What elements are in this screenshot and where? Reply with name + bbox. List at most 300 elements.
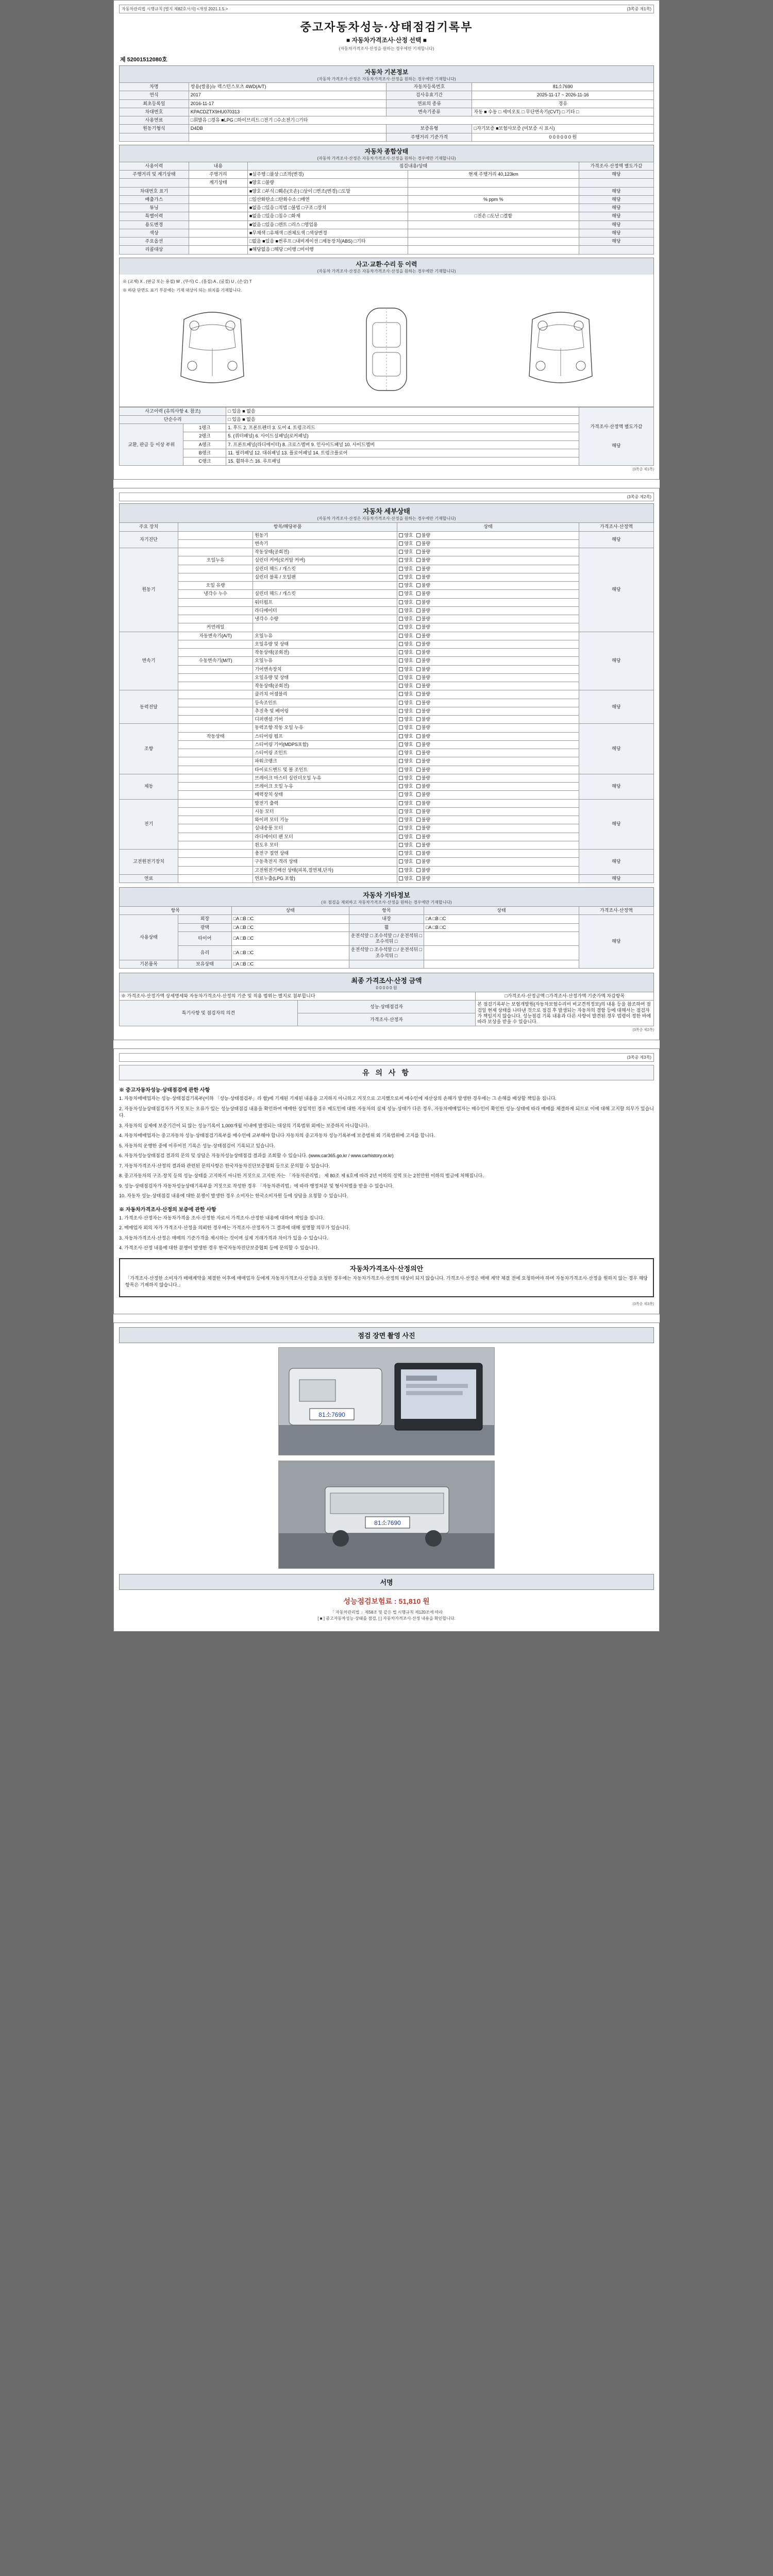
detail-item-label: 동력조향 작동 오일 누유 <box>253 724 397 732</box>
detail-status-cell[interactable]: 양호 불량 <box>397 649 579 657</box>
table-row <box>120 649 654 657</box>
photo-2-graphic <box>279 1461 495 1569</box>
detail-status-cell[interactable]: 양호 불량 <box>397 724 579 732</box>
other-state2[interactable] <box>424 960 579 968</box>
car-side-left-icon <box>174 299 251 399</box>
detail-item-label: 작동상태(공회전) <box>253 649 397 657</box>
table-row <box>120 858 654 866</box>
exchange-label: 교환, 판금 등 이상 부위 <box>120 424 183 466</box>
overall-state[interactable]: ■없음 □있음 □적법 □불법 □구조 □장치 <box>247 204 408 212</box>
other-item: 광택 <box>178 923 232 931</box>
detail-sub-label <box>178 707 253 715</box>
detail-group-price: 해당 <box>579 850 653 875</box>
rank-items-1: 5. (쿼터패널) 6. 사이드실패널(로커패널) <box>226 432 579 440</box>
detail-item-label: 오일누유 <box>253 632 397 640</box>
table-row <box>120 632 654 640</box>
table-row <box>120 623 654 632</box>
other-subtitle: (※ 점검을 제외하고 자동차가격조사·산정을 원하는 경우에만 기재합니다) <box>321 900 452 905</box>
detail-status-cell[interactable]: 양호 불량 <box>397 799 579 807</box>
overall-state[interactable]: ■해당없음 □해당 □이행 □미이행 <box>247 246 408 254</box>
detail-sub-label <box>178 740 253 749</box>
detail-status-cell[interactable]: 양호 불량 <box>397 590 579 598</box>
table-row <box>120 204 654 212</box>
label-trans: 변속기종류 <box>386 108 472 116</box>
detail-sub-label <box>178 640 253 648</box>
detail-sub-label <box>178 816 253 824</box>
other-item2: 휠 <box>349 923 424 931</box>
table-row <box>120 556 654 565</box>
detail-status-cell[interactable]: 양호 불량 <box>397 783 579 791</box>
rank-label-2: A랭크 <box>183 440 226 449</box>
detail-status-cell[interactable]: 양호 불량 <box>397 824 579 833</box>
value-blank <box>189 133 386 141</box>
rank-items-3: 11. 필러패널 12. 대쉬패널 13. 플로어패널 14. 트렁크플로어 <box>226 449 579 457</box>
basic-info-band <box>119 65 654 82</box>
table-row <box>120 682 654 690</box>
rank-label-4: C랭크 <box>183 457 226 466</box>
detail-status-cell[interactable]: 양호 불량 <box>397 565 579 573</box>
label-price-base: 주행거리 기준가격 <box>386 133 472 141</box>
other-state[interactable]: □A □B □C <box>231 960 349 968</box>
legal-footer <box>119 1609 654 1624</box>
other-title: 자동차 기타정보 <box>363 891 410 899</box>
table-row <box>120 598 654 606</box>
total-table <box>119 992 654 1026</box>
detail-status-cell[interactable]: 양호 불량 <box>397 531 579 539</box>
col-price: 가격조사·산정액 별도가감 <box>579 162 653 170</box>
table-row <box>120 1001 654 1013</box>
overall-subtitle: (자동차 가격조사·산정은 자동차가격조사·산정을 원하는 경우에만 기재합니다) <box>317 156 456 161</box>
notice-head-2: ※ 자동차가격조사·산정의 보증에 관한 사항 <box>119 1207 216 1213</box>
detail-status-cell[interactable]: 양호 불량 <box>397 774 579 782</box>
overall-state[interactable]: □없음 ■있음 ■썬루프 □내비게이션 □제동장치(ABS) □기타 <box>247 238 408 246</box>
detail-item-label: 파워크랭크 <box>253 757 397 766</box>
detail-item-label: 기어변속장치 <box>253 665 397 673</box>
other-table <box>119 906 654 969</box>
overall-price: 해당 <box>579 221 653 229</box>
table-row <box>120 673 654 682</box>
table-row <box>120 816 654 824</box>
detail-item-label <box>253 582 397 590</box>
detail-status-cell[interactable]: 양호 불량 <box>397 850 579 858</box>
detail-status-cell[interactable]: 양호 불량 <box>397 807 579 816</box>
detail-sub-label <box>178 824 253 833</box>
detail-status-cell[interactable]: 양호 불량 <box>397 632 579 640</box>
other-state[interactable]: □A □B □C <box>231 931 349 946</box>
page-indicator-3: (3쪽중 제3쪽) <box>627 1055 651 1060</box>
table-row <box>120 179 654 187</box>
overall-state[interactable]: ■무채색 □유채색 □전체도색 □색상변경 <box>247 229 408 237</box>
detail-status-cell[interactable]: 양호 불량 <box>397 539 579 548</box>
detail-status-cell[interactable]: 양호 불량 <box>397 716 579 724</box>
label-regno: 자동차등록번호 <box>386 83 472 91</box>
overall-use: 색상 <box>120 229 189 237</box>
table-row <box>120 548 654 556</box>
overall-use: 주행거리 및 계기상태 <box>120 171 189 179</box>
table-row <box>120 539 654 548</box>
overall-price <box>579 246 653 254</box>
overall-content <box>189 229 247 237</box>
warning-box <box>119 1258 654 1297</box>
col-other-state: 상태 <box>231 907 349 915</box>
detail-item-label: 구동축전지 격리 상태 <box>253 858 397 866</box>
detail-status-cell[interactable]: 양호 불량 <box>397 757 579 766</box>
detail-group-label: 연료 <box>120 874 178 883</box>
page-footer-3: (3쪽중 제3쪽) <box>632 1302 654 1306</box>
inspector-label: 성능·상태점검자 <box>297 1001 476 1013</box>
detail-status-cell[interactable]: 양호 불량 <box>397 556 579 565</box>
table-row <box>120 724 654 732</box>
value-name: 쌍용(쌍용)뉴 렉스턴스포츠 4WD(A/T) <box>189 83 386 91</box>
rank-items-0: 1. 후드 2. 프론트펜더 3. 도어 4. 트렁크리드 <box>226 424 579 432</box>
detail-item-label: 브레이크 마스터 실린더오일 누유 <box>253 774 397 782</box>
value-fuel-type: 경유 <box>472 99 654 108</box>
value-fuel: □휘발유 □경유 ■LPG □하이브리드 □전기 □수소전기 □기타 <box>189 116 653 125</box>
table-row <box>120 407 654 415</box>
detail-status-cell[interactable]: 양호 불량 <box>397 690 579 699</box>
table-row <box>120 740 654 749</box>
page-3 <box>113 1048 660 1314</box>
detail-item-label: 추진축 및 베어링 <box>253 707 397 715</box>
detail-status-cell[interactable]: 양호 불량 <box>397 749 579 757</box>
detail-item-label: 오일누유 <box>253 657 397 665</box>
table-row <box>120 125 654 133</box>
overall-content: 계기상태 <box>189 179 247 187</box>
col-content: 내용 <box>189 162 247 170</box>
detail-status-cell[interactable]: 양호 불량 <box>397 665 579 673</box>
detail-band <box>119 503 654 522</box>
accident-price-head: 가격조사·산정액 별도가감 <box>590 423 643 429</box>
detail-item-label: 브레이크 오일 누유 <box>253 783 397 791</box>
table-row <box>120 766 654 774</box>
detail-sub-label <box>178 833 253 841</box>
detail-sub-label <box>178 548 253 556</box>
page-footer-2: (3쪽중 제2쪽) <box>632 1028 654 1032</box>
other-state2[interactable] <box>424 946 579 960</box>
table-header-row <box>120 907 654 915</box>
overall-state[interactable]: ■실주행 □불상 □조작(변경) <box>247 171 408 179</box>
detail-sub-label <box>178 774 253 782</box>
detail-item-label: 변속기 <box>253 539 397 548</box>
page-1 <box>113 0 660 480</box>
value-trans: 자동 ■ 수동 □ 세미오토 □ 무단변속기(CVT) □ 기타 □ <box>472 108 654 116</box>
detail-sub-label <box>178 573 253 581</box>
detail-sub-label <box>178 874 253 883</box>
table-row <box>120 582 654 590</box>
table-row <box>120 457 654 466</box>
label-inspect: 검사유효기간 <box>386 91 472 99</box>
table-row <box>120 187 654 195</box>
col-price-detail: 가격조사·산정액 <box>579 523 653 531</box>
table-row <box>120 946 654 960</box>
detail-status-cell[interactable]: 양호 불량 <box>397 582 579 590</box>
svg-text:81소7690: 81소7690 <box>318 1411 345 1418</box>
detail-status-cell[interactable]: 양호 불량 <box>397 740 579 749</box>
value-inspect: 2025-11-17 ~ 2026-11-16 <box>472 91 654 99</box>
detail-item-label: 고전원전기배선 상태(피복,절연체,단자) <box>253 866 397 874</box>
overall-state[interactable]: ■없음 □있음 □렌트 □리스 □영업용 <box>247 221 408 229</box>
table-row <box>120 807 654 816</box>
detail-sub-label <box>178 682 253 690</box>
table-row <box>120 246 654 254</box>
table-row <box>120 923 654 931</box>
overall-content <box>189 212 247 221</box>
detail-sub-label <box>178 807 253 816</box>
form-header-note <box>119 5 654 13</box>
notice-item: 9. 성능·상태점검자가 자동차성능상태기록부를 거짓으로 작성한 경우 「자동차관리법」에 따라 행정처분 및 형사처벌을 받을 수 있습니다. <box>119 1183 394 1189</box>
table-row <box>120 799 654 807</box>
overall-price: 해당 <box>579 212 653 221</box>
detail-group-label: 조향 <box>120 724 178 774</box>
table-row <box>120 91 654 99</box>
table-row <box>120 699 654 707</box>
overall-state[interactable]: ■양호 □불량 <box>247 179 408 187</box>
detail-status-cell[interactable]: 양호 불량 <box>397 657 579 665</box>
overall-detail <box>408 221 579 229</box>
detail-status-cell[interactable]: 양호 불량 <box>397 615 579 623</box>
detail-sub-label <box>178 665 253 673</box>
detail-status-cell[interactable]: 양호 불량 <box>397 732 579 740</box>
other-state2[interactable]: □A □B □C <box>424 915 579 923</box>
detail-status-cell[interactable]: 양호 불량 <box>397 606 579 615</box>
value-warranty: □자기보증 ■보험사보증 (미보증 시 표시) <box>472 125 654 133</box>
other-state[interactable]: □A □B □C <box>231 946 349 960</box>
table-row <box>120 440 654 449</box>
detail-status-cell[interactable]: 양호 불량 <box>397 858 579 866</box>
detail-status-cell[interactable]: 양호 불량 <box>397 640 579 648</box>
col-other-item2: 항목 <box>349 907 424 915</box>
detail-group-price: 해당 <box>579 799 653 850</box>
detail-item-label: 작동상태(공회전) <box>253 682 397 690</box>
detail-sub-label <box>178 699 253 707</box>
overall-price: 해당 <box>579 187 653 195</box>
detail-group-label: 변속기 <box>120 632 178 690</box>
notice-head-1: ※ 중고자동차성능·상태점검에 관한 사항 <box>119 1088 210 1094</box>
detail-item-label: 실내송풍 모터 <box>253 824 397 833</box>
table-header-row <box>120 523 654 531</box>
table-row <box>120 841 654 849</box>
rank-label-1: 2랭크 <box>183 432 226 440</box>
page-subtitle: ■ 자동차가격조사·산정 선택 ■ <box>346 37 427 44</box>
label-fuel-type: 연료의 종류 <box>386 99 472 108</box>
overall-content <box>189 238 247 246</box>
overall-detail <box>408 179 579 187</box>
table-row <box>120 606 654 615</box>
overall-use: 차대번호 표기 <box>120 187 189 195</box>
other-state[interactable]: □A □B □C <box>231 923 349 931</box>
table-row <box>120 171 654 179</box>
detail-item-label: 충전구 절연 상태 <box>253 850 397 858</box>
detail-item-label: 디퍼렌셜 기어 <box>253 716 397 724</box>
table-row <box>120 774 654 782</box>
accident-price-col <box>579 407 653 466</box>
detail-sub-label <box>178 531 253 539</box>
simple-repair-label: 단순수리 <box>120 415 226 423</box>
detail-group-label: 동력전달 <box>120 690 178 724</box>
total-band <box>119 973 654 992</box>
detail-status-cell[interactable]: 양호 불량 <box>397 573 579 581</box>
table-row <box>120 791 654 799</box>
table-row <box>120 707 654 715</box>
overall-state[interactable]: □일산화탄소 □탄화수소 □매연 <box>247 195 408 204</box>
detail-status-cell[interactable]: 양호 불량 <box>397 623 579 632</box>
detail-status-cell[interactable]: 양호 불량 <box>397 791 579 799</box>
detail-group-label: 제동 <box>120 774 178 799</box>
overall-use: 튜닝 <box>120 204 189 212</box>
other-item2: 내장 <box>349 915 424 923</box>
other-state2[interactable] <box>424 931 579 946</box>
detail-group-price: 해당 <box>579 531 653 548</box>
notice-item-2: 2. 매매업자 외의 자가 가격조사·산정을 의뢰한 경우에는 가격조사·산정자가 그 결과에 대해 설명할 의무가 있습니다. <box>119 1225 350 1231</box>
detail-sub-label <box>178 606 253 615</box>
detail-item-label: 시동 모터 <box>253 807 397 816</box>
detail-status-cell[interactable]: 양호 불량 <box>397 699 579 707</box>
notice-item: 2. 자동차성능상태점검자가 거짓 또는 오류가 있는 성능상태점검 내용을 확인하여 매매한 상업적인 경우 매도인에 대한 자동차의 실제 성능·상태가 다른 경우, 자동차매매업자는 매수인이 확인한 성능·상태에 따라 매매를 체결하게 되므로 이에 대해 고지할 의무가 있습니다. <box>119 1106 654 1118</box>
overall-state[interactable]: ■양호 □부식 □훼손(오손) □상이 □변조(변경) □도말 <box>247 187 408 195</box>
overall-detail <box>408 238 579 246</box>
detail-item-label: 스티어링 펌프 <box>253 732 397 740</box>
detail-item-label: 냉각수 수량 <box>253 615 397 623</box>
overall-content <box>189 221 247 229</box>
label-engine: 원동기형식 <box>120 125 189 133</box>
diagram-legend-2: ※ 하단 단면도 표기 부분에는 기재 대상이 되는 위치를 기재합니다. <box>123 287 242 293</box>
legal-footer-line-2: [ ■ ] 중고자동차성능·상태를 점검, [ ] 자동차가격조사·산정 내용을 확인합니다. <box>317 1616 456 1621</box>
col-other-price: 가격조사·산정액 <box>579 907 653 915</box>
detail-item-label: 스티어링 조인트 <box>253 749 397 757</box>
detail-item-label: 라디에이터 팬 모터 <box>253 833 397 841</box>
other-state2[interactable]: □A □B □C <box>424 923 579 931</box>
overall-detail <box>408 187 579 195</box>
fee-value: 51,810 원 <box>398 1597 430 1605</box>
page-subtitle-note: (자동차가격조사·산정을 원하는 경우에만 기재합니다) <box>339 46 434 51</box>
detail-status-cell[interactable]: 양호 불량 <box>397 833 579 841</box>
overall-content <box>189 187 247 195</box>
detail-group-price: 해당 <box>579 548 653 632</box>
col-major-device: 주요 장치 <box>120 523 178 531</box>
detail-sub-label: 자동변속기(A/T) <box>178 632 253 640</box>
detail-status-cell[interactable]: 양호 불량 <box>397 766 579 774</box>
detail-title: 자동차 세부상태 <box>363 507 410 516</box>
detail-status-cell[interactable]: 양호 불량 <box>397 866 579 874</box>
notice-title: 유 의 사 항 <box>119 1065 654 1080</box>
detail-group-price: 해당 <box>579 632 653 690</box>
detail-group-label: 원동기 <box>120 548 178 632</box>
detail-item-label: 워터펌프 <box>253 598 397 606</box>
detail-group-price: 해당 <box>579 874 653 883</box>
accident-table <box>119 407 654 466</box>
detail-sub-label: 수동변속기(M/T) <box>178 657 253 665</box>
detail-sub-label <box>178 649 253 657</box>
detail-status-cell[interactable]: 양호 불량 <box>397 598 579 606</box>
table-row <box>120 108 654 116</box>
page-2 <box>113 488 660 1040</box>
detail-item-label: 실린더 커버(로커암 커버) <box>253 556 397 565</box>
rank-label-0: 1랭크 <box>183 424 226 432</box>
rank-items-2: 7. 프론트패널(라디에이터) 8. 크로스멤버 9. 인사이드패널 10. 사이드멤버 <box>226 440 579 449</box>
overall-detail <box>408 246 579 254</box>
table-row <box>120 657 654 665</box>
detail-item-label: 실린더 헤드 / 개스킷 <box>253 590 397 598</box>
overall-band <box>119 145 654 162</box>
label-firstreg: 최초등록일 <box>120 99 189 108</box>
detail-group-price: 해당 <box>579 690 653 724</box>
table-row <box>120 749 654 757</box>
rank-items-4: 15. 휠하우스 16. 루프패널 <box>226 457 579 466</box>
detail-status-cell[interactable]: 양호 불량 <box>397 548 579 556</box>
detail-sub-label <box>178 690 253 699</box>
table-row <box>120 640 654 648</box>
page-indicator-2: (3쪽중 제2쪽) <box>627 495 651 500</box>
detail-item-label: 실린더 블록 / 오일팬 <box>253 573 397 581</box>
label-vin: 차대번호 <box>120 108 189 116</box>
overall-title: 자동차 종합상태 <box>364 147 409 155</box>
overall-table <box>119 162 654 255</box>
detail-item-label: 오일유량 및 상태 <box>253 640 397 648</box>
car-diagram <box>119 275 654 407</box>
detail-sub-label <box>178 850 253 858</box>
detail-status-cell[interactable]: 양호 불량 <box>397 673 579 682</box>
detail-status-cell[interactable]: 양호 불량 <box>397 874 579 883</box>
simple-repair-value: □ 있음 ■ 없음 <box>226 415 579 423</box>
table-row <box>120 850 654 858</box>
table-header-row <box>120 162 654 170</box>
col-use: 사용이력 <box>120 162 189 170</box>
table-row <box>120 415 654 423</box>
overall-content: 주행거리 <box>189 171 247 179</box>
overall-price <box>579 179 653 187</box>
detail-table <box>119 522 654 883</box>
table-row <box>120 531 654 539</box>
detail-item-label: 윈도우 모터 <box>253 841 397 849</box>
table-row <box>120 931 654 946</box>
inspection-fee <box>119 1593 654 1609</box>
detail-status-cell[interactable]: 양호 불량 <box>397 816 579 824</box>
detail-item-label: 와이퍼 모터 기능 <box>253 816 397 824</box>
table-row <box>120 690 654 699</box>
warning-title: 자동차가격조사·산정의안 <box>349 1264 424 1273</box>
detail-group-price: 해당 <box>579 774 653 799</box>
page-indicator-1: (3쪽중 제1쪽) <box>627 7 651 11</box>
notice-item: 3. 자동차의 실제에 보증기간이 되 않는 성능기록이 1,000개월 이내에 발생되는 대상의 기록범위 외에는 보증하지 아니합니다. <box>119 1123 369 1128</box>
detail-sub-label: 오일 유량 <box>178 582 253 590</box>
detail-sub-label <box>178 724 253 732</box>
overall-detail <box>408 229 579 237</box>
detail-status-cell[interactable]: 양호 불량 <box>397 841 579 849</box>
table-row <box>120 615 654 623</box>
page-title: 중고자동차성능·상태점검기록부 <box>300 21 473 33</box>
table-row <box>120 83 654 91</box>
overall-state[interactable]: ■없음 □있음 □침수 □화재 <box>247 212 408 221</box>
detail-status-cell[interactable]: 양호 불량 <box>397 707 579 715</box>
table-row <box>120 432 654 440</box>
detail-item-label: 스티어링 기어(MDPS포함) <box>253 740 397 749</box>
other-state[interactable]: □A □B □C <box>231 915 349 923</box>
detail-group-price: 해당 <box>579 724 653 774</box>
basic-info-subtitle: (자동차 가격조사·산정은 자동차가격조사·산정을 원하는 경우에만 기재합니다) <box>317 77 456 81</box>
notice-item-2: 3. 자동차가격조사·산정은 매매의 기준가격을 제시하는 것이며 실제 거래가격과 차이가 있을 수 있습니다. <box>119 1235 328 1241</box>
other-item: 유리 <box>178 946 232 960</box>
detail-status-cell[interactable]: 양호 불량 <box>397 682 579 690</box>
detail-sub-label <box>178 598 253 606</box>
other-item2: 운전석앞 □ 조수석앞 □ / 운전석뒤 □ 조수석뒤 □ <box>349 946 424 960</box>
detail-item-label: 라디에이터 <box>253 606 397 615</box>
overall-use: 주요옵션 <box>120 238 189 246</box>
overall-content <box>189 195 247 204</box>
table-row <box>120 915 654 923</box>
photo-1-graphic <box>279 1348 495 1455</box>
svg-text:81소7690: 81소7690 <box>374 1519 401 1527</box>
detail-item-label: 연료누출(LPG 포함) <box>253 874 397 883</box>
